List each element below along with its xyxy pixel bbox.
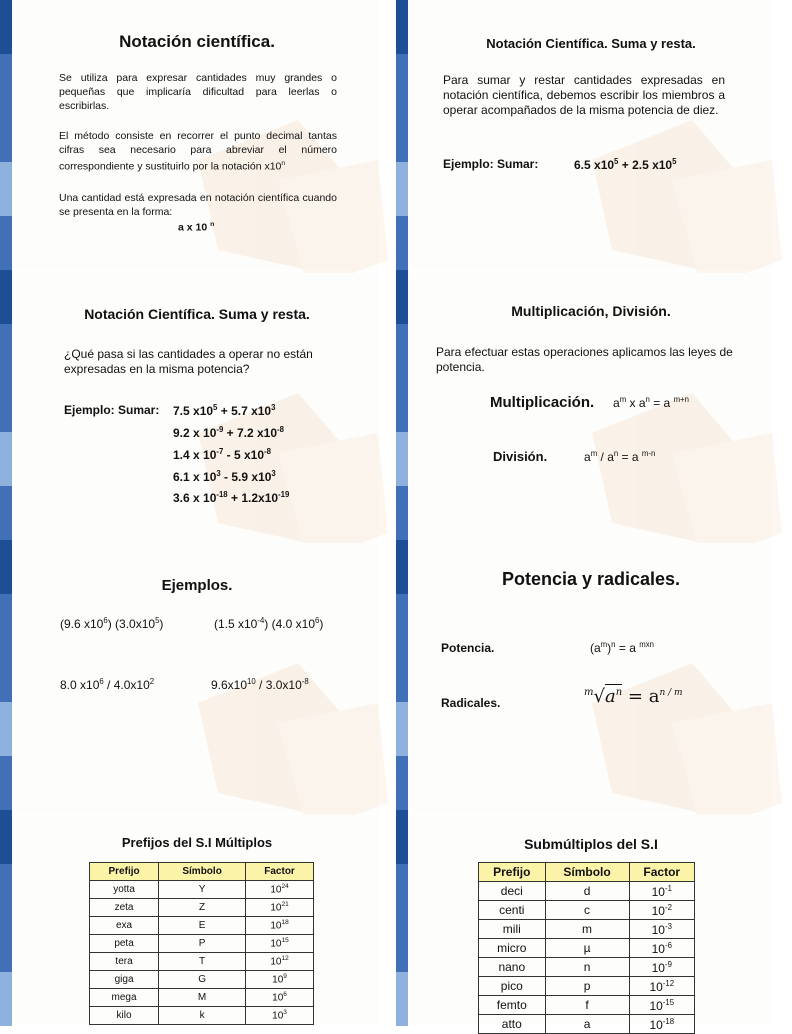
- table-cell: $10^{24}$: [246, 881, 314, 899]
- slide-suma-resta-distinta-potencia: [16, 273, 378, 543]
- slide-potencia-radicales: [410, 543, 772, 813]
- slide-title: Submúltiplos del S.I: [524, 836, 658, 852]
- table-row: [479, 996, 695, 1015]
- stripe-segment: [0, 864, 12, 918]
- example-label: Ejemplo: Sumar:: [443, 157, 539, 171]
- example-label: Ejemplo: Sumar:: [64, 403, 160, 417]
- table-cell: atto: [479, 1015, 546, 1034]
- example-line: 1.4 x $10^{-7} - 5$ $x10^{-8}$: [173, 447, 271, 462]
- table-cell: µ: [545, 939, 629, 958]
- slide-suma-resta: [410, 0, 772, 270]
- slide-title: Notación Científica. Suma y resta.: [486, 36, 696, 51]
- stripe-segment: [396, 918, 408, 972]
- table-header-cell: Factor: [629, 863, 694, 882]
- table-row: [90, 1007, 314, 1025]
- table-cell: G: [159, 971, 246, 989]
- table-cell: pico: [479, 977, 546, 996]
- table-row: [479, 958, 695, 977]
- multiplication-label: Multiplicación.: [490, 394, 595, 411]
- slide-multiplicacion-division: [410, 273, 772, 543]
- table-cell: nano: [479, 958, 546, 977]
- table-row: [479, 882, 695, 901]
- table-cell: tera: [90, 953, 159, 971]
- stripe-segment: [0, 0, 12, 54]
- table-cell: peta: [90, 935, 159, 953]
- division-rule: $a^m / a^n = a$ $^{m-n}$: [584, 449, 656, 464]
- slide-submultiplos: [410, 815, 772, 1032]
- table-cell: exa: [90, 917, 159, 935]
- stripe-segment: [0, 702, 12, 756]
- table-cell: p: [545, 977, 629, 996]
- table-cell: centi: [479, 901, 546, 920]
- example-division-1: 8.0 $x10^6 / 4.0x10^2$: [60, 677, 155, 692]
- left-decorative-stripe: [0, 0, 12, 1024]
- slide-notacion-cientifica: [16, 0, 378, 270]
- form-paragraph: Una cantidad está expresada en notación científica cuando se presenta en la forma:: [59, 192, 337, 218]
- power-label: Potencia.: [441, 641, 495, 655]
- stripe-segment: [0, 162, 12, 216]
- table-row: [90, 953, 314, 971]
- table-cell: $10^{-15}$: [629, 996, 694, 1015]
- table-cell: Z: [159, 899, 246, 917]
- stripe-segment: [0, 378, 12, 432]
- table-cell: d: [545, 882, 629, 901]
- table-cell: $10^3$: [246, 1007, 314, 1025]
- table-cell: giga: [90, 971, 159, 989]
- table-row: [479, 920, 695, 939]
- question-paragraph: ¿Qué pasa si las cantidades a operar no están expresadas en la misma potencia?: [64, 347, 313, 376]
- table-cell: E: [159, 917, 246, 935]
- stripe-segment: [396, 0, 408, 54]
- table-cell: n: [545, 958, 629, 977]
- table-cell: $10^{15}$: [246, 935, 314, 953]
- table-row: [90, 899, 314, 917]
- example-product-2: (1.5 $x10^{-4}$) (4.0 $x10^6$): [214, 616, 324, 631]
- table-cell: mili: [479, 920, 546, 939]
- division-label: División.: [493, 449, 548, 464]
- table-header-cell: Prefijo: [479, 863, 546, 882]
- stripe-segment: [0, 486, 12, 540]
- stripe-segment: [0, 54, 12, 108]
- radical-equals: = a: [627, 686, 660, 707]
- table-cell: $10^9$: [246, 971, 314, 989]
- slide-ejemplos: [16, 543, 378, 813]
- table-cell: $10^{-6}$: [629, 939, 694, 958]
- table-cell: kilo: [90, 1007, 159, 1025]
- intro-paragraph: Para efectuar estas operaciones aplicamos las leyes de potencia.: [436, 345, 733, 374]
- example-product-1: (9.6 $x10^6$) $(3.0x10^5)$: [60, 616, 164, 631]
- table-cell: $10^{12}$: [246, 953, 314, 971]
- stripe-segment: [0, 594, 12, 648]
- table-cell: k: [159, 1007, 246, 1025]
- stripe-segment: [0, 540, 12, 594]
- multiplication-rule: $a^m$ x $a^n = a$ $^{m+n}$: [613, 395, 689, 410]
- stripe-segment: [396, 594, 408, 648]
- radical-exponent: n: [615, 687, 623, 698]
- table-row: [479, 901, 695, 920]
- intro-paragraph: Para sumar y restar cantidades expresadas en notación científica, debemos escribir los miembros a operar acompañados de la misma potencia de diez.: [443, 73, 725, 117]
- stripe-segment: [0, 324, 12, 378]
- table-header-cell: Símbolo: [545, 863, 629, 882]
- radical-result-exponent: n / m: [659, 688, 683, 698]
- example-expression: 6.5 $x10^5 + 2.5$ $x10^5$: [574, 157, 677, 172]
- slide-title: Prefijos del S.I Múltiplos: [121, 835, 273, 850]
- stripe-segment: [0, 432, 12, 486]
- definition-paragraph: Se utiliza para expresar cantidades muy grandes o pequeñas que implicaría dificultad para leerlas o escribirlas.: [59, 72, 337, 112]
- table-row: [90, 917, 314, 935]
- stripe-segment: [0, 108, 12, 162]
- radical-base: a: [604, 686, 616, 707]
- stripe-segment: [0, 756, 12, 810]
- table-cell: zeta: [90, 899, 159, 917]
- radicals-label: Radicales.: [441, 696, 501, 710]
- slide-title: Potencia y radicales.: [501, 569, 681, 589]
- example-line: 3.6 x $10^{-18} + 1.2x10^{-19}$: [173, 490, 290, 505]
- table-cell: $10^{18}$: [246, 917, 314, 935]
- table-cell: c: [545, 901, 629, 920]
- table-cell: m: [545, 920, 629, 939]
- table-header-cell: Prefijo: [90, 863, 159, 881]
- slide-prefijos-multiplos: [16, 815, 378, 1024]
- table-cell: Y: [159, 881, 246, 899]
- table-cell: $10^6$: [246, 989, 314, 1007]
- radical-sign: √: [593, 686, 605, 707]
- table-cell: deci: [479, 882, 546, 901]
- table-cell: $10^{21}$: [246, 899, 314, 917]
- table-row: [90, 935, 314, 953]
- slide-title: Notación científica.: [119, 32, 275, 51]
- table-cell: $10^{-12}$: [629, 977, 694, 996]
- table-cell: $10^{-9}$: [629, 958, 694, 977]
- table-row: [90, 971, 314, 989]
- stripe-segment: [0, 648, 12, 702]
- table-cell: a: [545, 1015, 629, 1034]
- table-cell: P: [159, 935, 246, 953]
- table-cell: $10^{-2}$: [629, 901, 694, 920]
- table-row: [90, 881, 314, 899]
- background-decoration: [552, 100, 792, 300]
- table-cell: $10^{-3}$: [629, 920, 694, 939]
- background-decoration: [158, 643, 398, 843]
- table-header-cell: Símbolo: [159, 863, 246, 881]
- table-row: [479, 939, 695, 958]
- example-line: 7.5 $x10^5 + 5.7$ $x10^3$: [173, 403, 276, 418]
- radical-formula: [584, 686, 683, 707]
- table-cell: M: [159, 989, 246, 1007]
- slide-title: Ejemplos.: [161, 577, 233, 594]
- slide-title: Multiplicación, División.: [511, 303, 671, 319]
- stripe-segment: [396, 324, 408, 378]
- stripe-segment: [396, 972, 408, 1026]
- power-rule: $(a^m)^n = a$ $^{mxn}$: [590, 640, 654, 655]
- method-paragraph: El método consiste en recorrer el punto decimal tantas cifras sea necesario para abreviar el número correspondiente y sustituirlo por la notación x10$^n$: [59, 130, 337, 173]
- multiples-table: [89, 862, 314, 1025]
- stripe-segment: [0, 216, 12, 270]
- slide-title: Notación Científica. Suma y resta.: [84, 306, 310, 322]
- stripe-segment: [0, 810, 12, 864]
- example-line: 6.1 x $10^3 - 5.9$ $x10^3$: [173, 469, 276, 484]
- form-expression: a x 10 $^n$: [178, 221, 215, 234]
- table-row: [90, 989, 314, 1007]
- background-decoration: [552, 643, 792, 843]
- table-cell: T: [159, 953, 246, 971]
- table-cell: mega: [90, 989, 159, 1007]
- table-cell: f: [545, 996, 629, 1015]
- stripe-segment: [0, 972, 12, 1026]
- table-cell: micro: [479, 939, 546, 958]
- stripe-segment: [396, 864, 408, 918]
- stripe-segment: [0, 270, 12, 324]
- submultiples-table: [478, 862, 695, 1034]
- table-cell: $10^{-18}$: [629, 1015, 694, 1034]
- table-cell: yotta: [90, 881, 159, 899]
- table-cell: $10^{-1}$: [629, 882, 694, 901]
- table-row: [479, 977, 695, 996]
- example-line: 9.2 x $10^{-9} + 7.2$ $x10^{-8}$: [173, 425, 284, 440]
- example-division-2: $9.6x10^{10} / 3.0x10^{-8}$: [211, 677, 309, 692]
- radical-index: m: [584, 687, 594, 698]
- table-row: [479, 1015, 695, 1034]
- stripe-segment: [0, 918, 12, 972]
- table-cell: femto: [479, 996, 546, 1015]
- table-header-cell: Factor: [246, 863, 314, 881]
